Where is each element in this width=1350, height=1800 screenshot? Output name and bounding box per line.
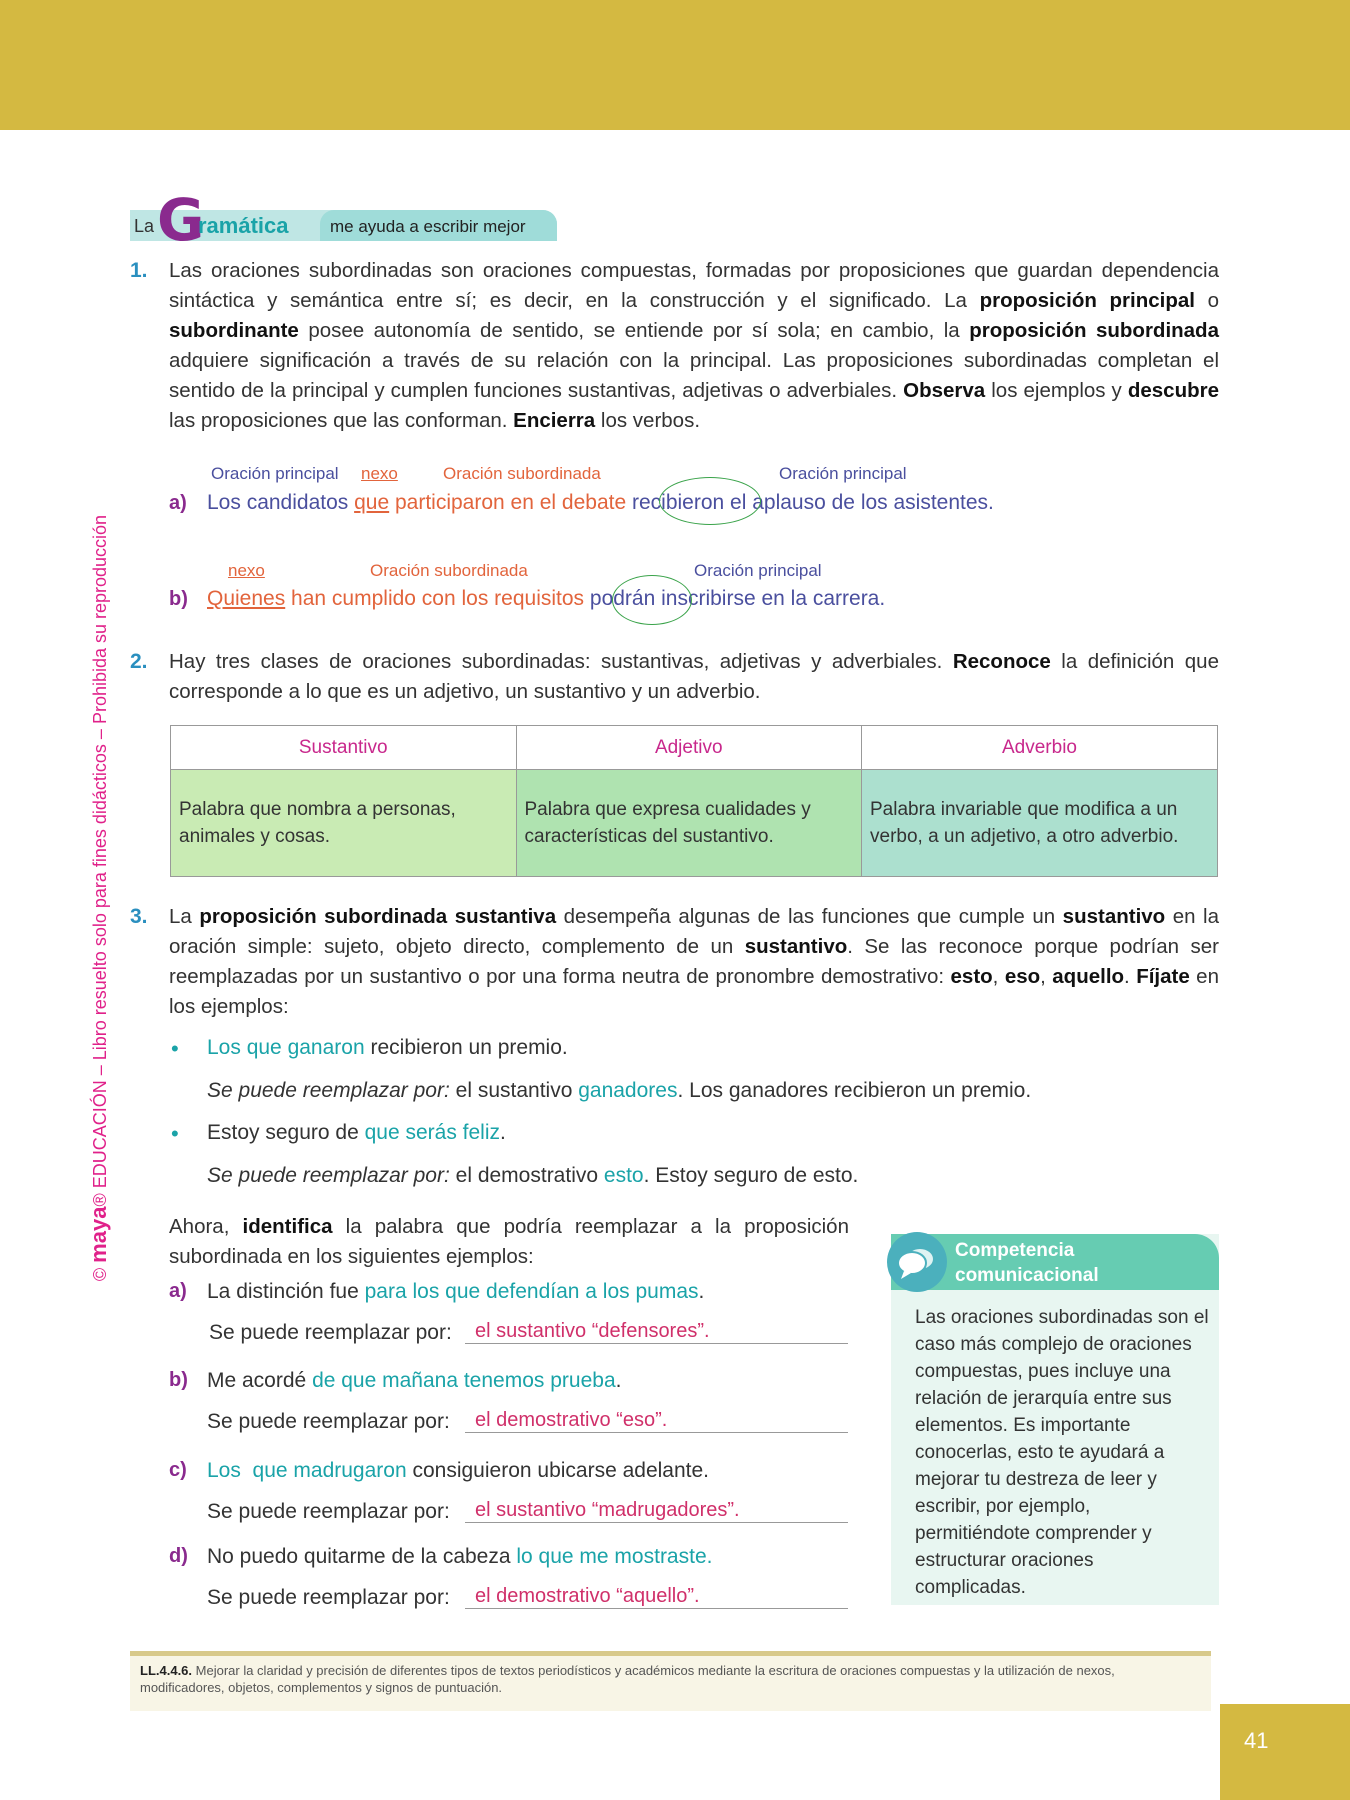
label-principal: Oración principal xyxy=(779,464,907,483)
page-number: 41 xyxy=(1244,1728,1269,1753)
table-cell: Palabra que expresa cualidades y características del sustantivo. xyxy=(516,770,862,877)
banner-subtitle: me ayuda a escribir mejor xyxy=(330,217,526,236)
table-header: Adverbio xyxy=(862,726,1218,770)
top-color-bar xyxy=(0,0,1350,130)
circled-verb: podrán xyxy=(589,587,656,610)
banner-la: La xyxy=(134,216,155,236)
exercise-2-text: Hay tres clases de oraciones subordinadas: sustantivas, adjetivas y adverbiales. Reconoce la definición que corresponde a lo que es un adjetivo, un sustantivo y un adverbio. xyxy=(169,650,1219,703)
verb-circle xyxy=(612,575,692,625)
exercise-number: 3. xyxy=(130,905,148,928)
table-header: Sustantivo xyxy=(171,726,517,770)
bullet-replacement: Se puede reemplazar por: el sustantivo ganadores. Los ganadores recibieron un premio. xyxy=(207,1079,1032,1102)
answer-field[interactable]: el demostrativo “eso”. xyxy=(465,1409,848,1433)
replacement-item: d) No puedo quitarme de la cabeza lo que me mostraste. Se puede reemplazar por: el demostrativo “aquello”. xyxy=(169,1545,859,1631)
replacement-item: a) La distinción fue para los que defendían a los pumas. Se puede reemplazar por: el sustantivo “defensores”. xyxy=(169,1280,859,1369)
section-banner xyxy=(130,186,557,254)
table-cell: Palabra invariable que modifica a un verbo, a un adjetivo, a otro adverbio. xyxy=(862,770,1218,877)
circled-verb: recibieron xyxy=(632,491,725,514)
item-letter: a) xyxy=(169,492,187,514)
label-principal: Oración principal xyxy=(694,561,822,580)
exercise-number: 2. xyxy=(130,650,148,673)
label-subordinada: Oración subordinada xyxy=(443,464,601,483)
sidebar-title: Competencia comunicacional xyxy=(955,1240,1099,1286)
copyright-notice: © maya® EDUCACIÓN – Libro resuelto solo para fines didácticos – Prohibida su reproducción xyxy=(86,514,111,1282)
curriculum-footer xyxy=(130,1651,1211,1711)
label-nexo: nexo xyxy=(361,464,398,483)
example-b-sentence: Quienes han cumplido con los requisitos podrán inscribirse en la carrera. xyxy=(207,587,886,610)
label-subordinada: Oración subordinada xyxy=(370,561,528,580)
exercise-number: 1. xyxy=(130,259,148,282)
bullet-example: Estoy seguro de que serás feliz. xyxy=(207,1121,506,1144)
textbook-page: © maya® EDUCACIÓN – Libro resuelto solo para fines didácticos – Prohibida su reproducción La G ramática me ayuda a escribir mejor 1. Las oraciones subordinadas son oraciones compuestas, formadas por proposiciones que guardan dependencia sintáctica y semántica entre sí; es decir, en la construcción y el significado. La proposición principal o subordinante posee autonomía de sentido, se entiende por sí sola; en cambio, la proposición subordinada adquiere significación a través de su relación con la principal. Las proposiciones subordinadas completan el sentido de la principal y cumplen funciones sustantivas, adjetivas o adverbiales. Observa los ejemplos y descubre las proposiciones que las conforman. Encierra los verbos. Oración principal nexo Oración subordinada Oración principal a) Los candidatos que participaron en el debate recibieron el aplauso de los asistentes. nexo Oración subordinada Oración principal b) Quienes han cumplido con los requisitos podrán inscribirse en la carrera. 2. Hay tres clases de oraciones subordinadas: sustantivas, adjetivas y adverbiales. Reconoce la definición que corresponde a lo que es un adjetivo, un sustantivo y un adverbio. Sustantivo Adjetivo Adverbio Palabra que nombra a personas, animales y cosas. Palabra que expresa cualidades y características del sustantivo. Palabra invariable que modifica a un verbo, a un adjetivo, a otro adverbio. 3. La proposición subordinada sustantiva desempeña algunas de las funciones que cumple un sustantivo en la oración simple: sujeto, objeto directo, complemento de un sustantivo. Se las reconoce porque podrían ser reemplazadas por un sustantivo o por una forma neutra de pronombre demostrativo: esto, eso, aquello. Fíjate en los ejemplos: • Los que ganaron recibieron un premio. Se puede reemplazar por: el sustantivo ganadores. Los ganadores recibieron un premio. • Estoy seguro de que serás feliz. Se puede reemplazar por: el demostrativo esto. Estoy seguro de esto. Ahora, identifica la palabra que podría reemplazar a la proposición subordinada en los siguientes ejemplos: a) La distinción fue para los que defendían a los pumas. Se puede reemplazar por: el sustantivo “defensores”. b) Me acordé de que mañana tenemos prueba. Se puede reemplazar por: el demostrativo “eso”. c) Los que madrugaron consiguieron ubicarse adelante. Se puede reemplazar por: el sustantivo “madrugadores”. d) No puedo quitarme de la cabeza lo que me mostraste. Se puede reemplazar por: el demostrativo “aquello”. Competencia comunicacional Las oraciones subordinadas son el caso más complejo de oraciones compuestas, pues incluye una relación de jerarquía entre sus elementos. Es importante conocerlas, esto te ayudará a mejorar tu destreza de leer y escribir, por ejemplo, permitiéndote comprender y estructurar oraciones complicadas. LL.4.4.6. Mejorar la claridad y precisión de diferentes tipos de textos periodísticos y académicos mediante la escritura de oraciones compuestas y la utilización de nexos, modificadores, objetos, complementos y signos de puntuación. 41 xyxy=(0,0,1350,1800)
table-cell: Palabra que nombra a personas, animales y cosas. xyxy=(171,770,517,877)
item-letter: b) xyxy=(169,588,188,610)
notice-text: EDUCACIÓN – Libro resuelto solo para fines didácticos – Prohibida su reproducción xyxy=(90,514,110,1189)
answer-field[interactable]: el sustantivo “defensores”. xyxy=(465,1320,848,1344)
brand-logo: maya xyxy=(86,1206,111,1263)
instruction-text: Ahora, identifica la palabra que podría reemplazar a la proposición subordinada en los siguientes ejemplos: xyxy=(169,1215,849,1268)
replacement-items xyxy=(169,1280,859,1631)
bullet-replacement: Se puede reemplazar por: el demostrativo esto. Estoy seguro de esto. xyxy=(207,1164,859,1187)
replacement-item: c) Los que madrugaron consiguieron ubicarse adelante. Se puede reemplazar por: el sustantivo “madrugadores”. xyxy=(169,1459,859,1545)
sidebar-body: Las oraciones subordinadas son el caso más complejo de oraciones compuestas, pues incluye una relación de jerarquía entre sus elementos. Es importante conocerlas, esto te ayudará a mejorar tu destreza de leer y escribir, por ejemplo, permitiéndote comprender y estructurar oraciones complicadas. xyxy=(915,1307,1209,1598)
definitions-table xyxy=(170,725,1218,877)
exercise-1-text: Las oraciones subordinadas son oraciones compuestas, formadas por proposiciones que guardan dependencia sintáctica y semántica entre sí; es decir, en la construcción y el significado. La proposición principal o subordinante posee autonomía de sentido, se entiende por sí sola; en cambio, la proposición subordinada adquiere significación a través de su relación con la principal. Las proposiciones subordinadas completan el sentido de la principal y cumplen funciones sustantivas, adjetivas o adverbiales. Observa los ejemplos y descubre las proposiciones que las conforman. Encierra los verbos. xyxy=(169,259,1219,432)
table-header: Adjetivo xyxy=(516,726,862,770)
competencia-sidebar xyxy=(891,1234,1219,1605)
banner-title: ramática xyxy=(198,213,289,238)
page-number-box xyxy=(1220,1704,1350,1800)
answer-field[interactable]: el sustantivo “madrugadores”. xyxy=(465,1499,848,1523)
example-a-sentence: Los candidatos que participaron en el debate recibieron el aplauso de los asistentes. xyxy=(207,491,994,514)
exercise-3-text: La proposición subordinada sustantiva desempeña algunas de las funciones que cumple un sustantivo en la oración simple: sujeto, objeto directo, complemento de un sustantivo. Se las reconoce porque podrían ser reemplazadas por un sustantivo o por una forma neutra de pronombre demostrativo: esto, eso, aquello. Fíjate en los ejemplos: xyxy=(169,905,1220,1018)
speech-bubbles-icon xyxy=(887,1232,947,1292)
bullet-example: Los que ganaron recibieron un premio. xyxy=(207,1036,568,1059)
footer-text: Mejorar la claridad y precisión de diferentes tipos de textos periodísticos y académicos mediante la escritura de oraciones compuestas y la utilización de nexos, modificadores, objetos, complementos y signos de puntuación. xyxy=(140,1663,1115,1695)
label-nexo: nexo xyxy=(228,561,265,580)
replacement-item: b) Me acordé de que mañana tenemos prueba. Se puede reemplazar por: el demostrativo “eso”. xyxy=(169,1369,859,1459)
label-principal: Oración principal xyxy=(211,464,339,483)
banner-g-logo: G xyxy=(157,186,205,254)
footer-code: LL.4.4.6. xyxy=(140,1663,193,1678)
answer-field[interactable]: el demostrativo “aquello”. xyxy=(465,1585,848,1609)
verb-circle xyxy=(659,477,761,525)
